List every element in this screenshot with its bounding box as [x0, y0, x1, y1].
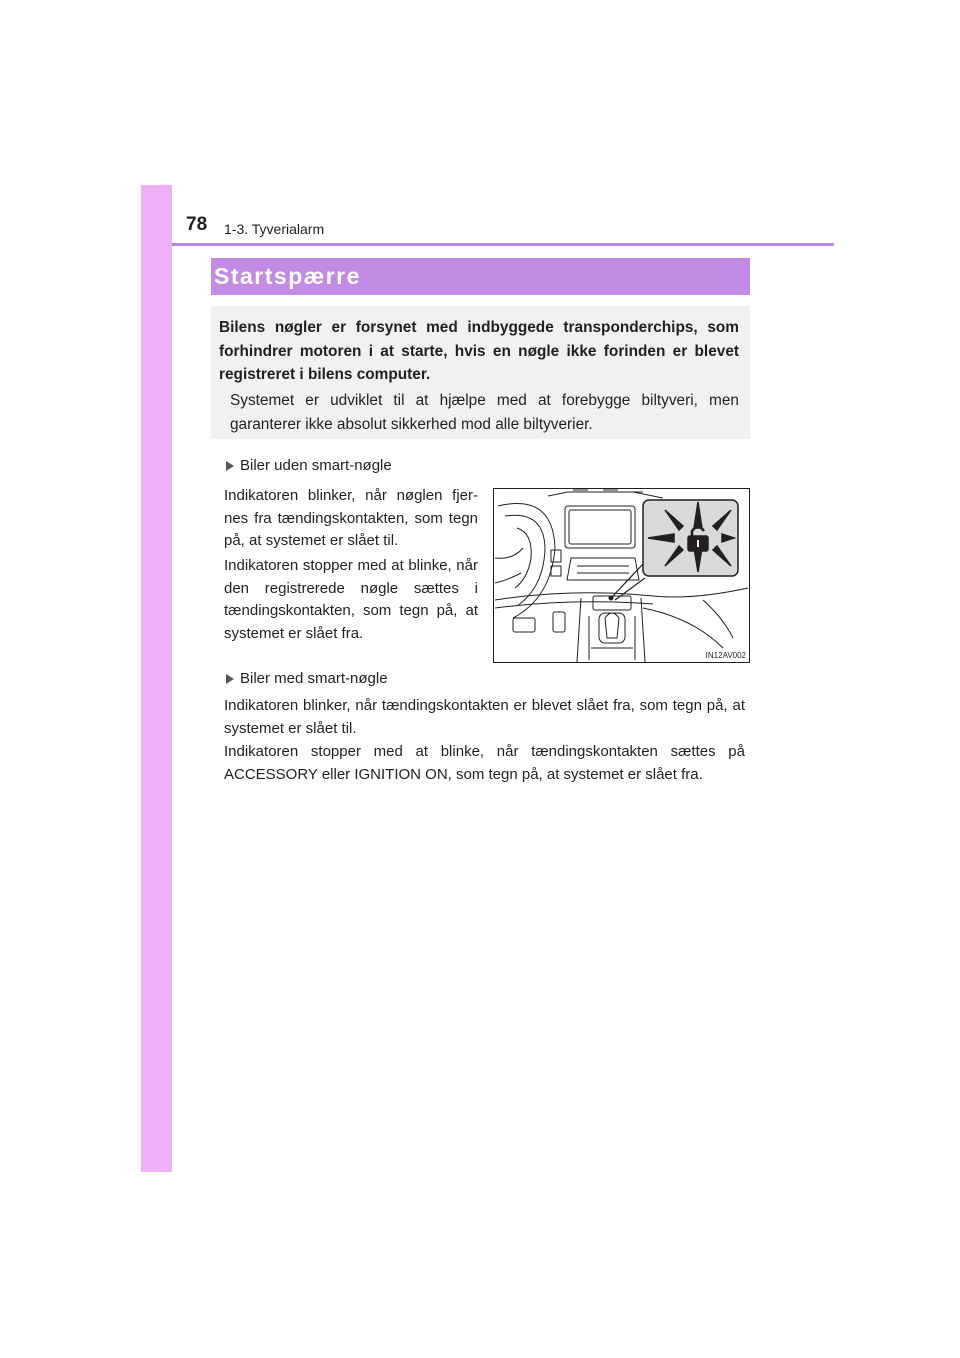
paragraph: Indikatoren blinker, når nøglen fjer-nes fra tændingskontakten, som tegn på, at systemet er slået til.: [224, 487, 478, 549]
dashboard-illustration-svg: [493, 488, 750, 663]
subheading-text: Biler med smart-nøgle: [240, 670, 388, 687]
title-band: [211, 258, 750, 295]
subheading-text: Biler uden smart-nøgle: [240, 457, 392, 474]
triangle-bullet-icon: [226, 674, 234, 684]
intro-box: [211, 306, 750, 439]
triangle-bullet-icon: [226, 461, 234, 471]
figure-code: IN12AV002: [705, 651, 746, 660]
subheading-with-smart-key: [226, 670, 388, 687]
intro-normal-text: Systemet er udviklet til at hjælpe med at forebygge biltyveri, men garanterer ikke absolut sikkerhed mod alle biltyverier.: [230, 392, 739, 433]
intro-bold-text: Bilens nøgler er forsynet med indbyggede transponderchips, som forhindrer motoren i at starte, hvis en nøgle ikke forinden er blevet registreret i bilens computer.: [219, 319, 739, 383]
page-title: Startspærre: [214, 263, 361, 289]
section-reference: 1-3. Tyverialarm: [224, 221, 325, 237]
header-divider: [172, 243, 834, 246]
subheading-without-smart-key: [226, 457, 392, 474]
paragraph: Indikatoren stopper med at blinke, når den registrerede nøgle sættes i tændingskontakten, som tegn på, at systemet er slået fra.: [224, 557, 478, 642]
page-number: 78: [186, 214, 208, 235]
paragraph: Indikatoren stopper med at blinke, når tændingskontakten sættes på ACCESSORY eller IGNITION ON, som tegn på, at systemet er slået fra.: [224, 743, 745, 783]
paragraph: Indikatoren blinker, når tændingskontakten er blevet slået fra, som tegn på, at systemet er slået til.: [224, 697, 745, 737]
chapter-side-tab: [141, 185, 172, 1172]
dashboard-illustration: [493, 488, 750, 663]
